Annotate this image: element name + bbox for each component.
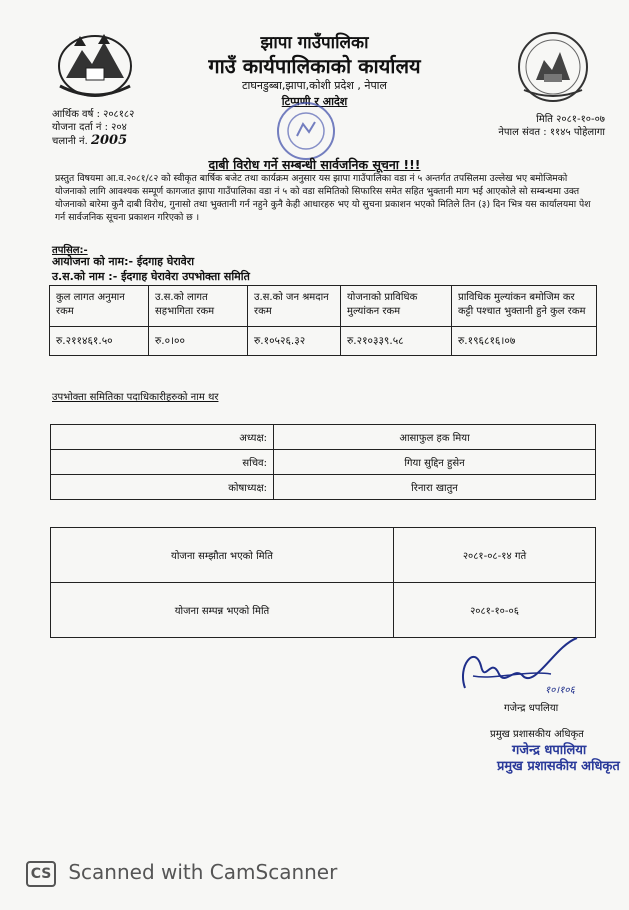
meta-right: [470, 113, 605, 139]
committee-name: उ.स.को नाम :- ईदगाह घेरावेरा उपभोक्ता समिति: [52, 270, 250, 283]
official-role: अध्यक्ष:: [51, 425, 274, 450]
official-row: [51, 475, 596, 500]
officials-table: [50, 424, 596, 500]
date-value: २०८१-१०-०६: [394, 583, 596, 638]
official-row: [51, 425, 596, 450]
cost-value-technical: रु.२१०३३९.५८: [341, 327, 452, 356]
date-row: [51, 528, 596, 583]
cost-value-participation: रु.०।००: [149, 327, 248, 356]
date-value: २०८१-०८-१४ गते: [394, 528, 596, 583]
official-name: आसाफुल हक मिया: [274, 425, 596, 450]
stamp-signatory-name: गजेन्द्र धपालिया: [512, 743, 587, 758]
signatory-designation: प्रमुख प्रशासकीय अधिकृत: [490, 729, 584, 740]
cost-value-payable: रु.१९६८१६।०७: [452, 327, 597, 356]
nepal-sambat-date: नेपाल संवत : ११४५ पोहेलागा: [498, 127, 605, 138]
signatory-name: गजेन्द्र धपलिया: [504, 703, 559, 714]
camscanner-watermark: [26, 860, 337, 887]
municipality-name: झापा गाउँपालिका: [260, 33, 369, 53]
official-name: रिनारा खातुन: [274, 475, 596, 500]
office-address: टाघनडुब्बा,झापा,कोशी प्रदेश , नेपाल: [242, 79, 387, 92]
cost-value-total: रु.२११४६१.५०: [50, 327, 149, 356]
dispatch-label: चलानी नं.: [52, 136, 88, 147]
official-role: सचिव:: [51, 450, 274, 475]
date-row: [51, 583, 596, 638]
cost-header-total: कुल लागत अनुमान रकम: [50, 286, 149, 327]
camscanner-icon: CS: [26, 861, 56, 887]
issue-date: मिति २०८१-१०-०७: [536, 114, 605, 125]
cost-value-labour: रु.१०५२६.३२: [248, 327, 341, 356]
meta-left: [52, 108, 134, 148]
cost-table: [49, 285, 597, 356]
official-role: कोषाध्यक्ष:: [51, 475, 274, 500]
signature-icon: [455, 636, 590, 708]
dispatch-number: [52, 134, 134, 148]
notice-body: प्रस्तुत विषयमा आ.व.२०८१/८२ को स्वीकृत बार्षिक बजेट तथा कार्यक्रम अनुसार यस झापा गाउँपालिका वडा नं ५ अन्तर्गत तपसिलमा उल्लेख भए बमोजिमको योजनाको लागि आवश्यक सम्पूर्ण कागजात झापा गाउँपालिका वडा नं ५ को वडा समितिको सिफारिस समेत सहित भुक्तानी माग भई आएकोले सो सम्बन्धमा उक्त योजनाको बारेमा कुनै दाबी विरोध, गुनासो तथा भुक्तानी गर्न नहुने कुनै केही आधारहरु भए यो सुचना प्रकाशन भएको मितिले तिन (३) दिन भित्र यस कार्यालयमा पेश गर्न सार्वजनिक सूचना प्रकाशन गरिएको छ ।: [55, 173, 591, 223]
dispatch-value: 2005: [90, 133, 128, 148]
dates-table: [50, 527, 596, 638]
cost-header-technical: योजनाको प्राविधिक मुल्यांकन रकम: [341, 286, 452, 327]
signature-date: १०।१०६: [545, 685, 575, 696]
section-heading: टिप्पणी र आदेश: [281, 95, 348, 108]
notice-title: दाबी विरोध गर्ने सम्बन्धी सार्वजनिक सूचना !!!: [208, 157, 421, 172]
date-label: योजना सम्पन्न भएको मिति: [51, 583, 394, 638]
official-name: गिया सुद्दिन हुसेन: [274, 450, 596, 475]
fiscal-year: आर्थिक वर्ष : २०८१८२: [52, 109, 135, 120]
camscanner-text: Scanned with CamScanner: [68, 860, 338, 884]
date-label: योजना सम्झौता भएको मिति: [51, 528, 394, 583]
cost-header-payable: प्राविधिक मुल्यांकन बमोजिम कर कट्टी पश्चात भुक्तानी हुने कुल रकम: [452, 286, 597, 327]
details-heading: तपसिल:-: [52, 245, 88, 256]
cost-header-participation: उ.स.को लागत सहभागिता रकम: [149, 286, 248, 327]
stamp-signatory-designation: प्रमुख प्रशासकीय अधिकृत: [497, 759, 620, 774]
plan-registration-number: योजना दर्ता नं : २०४: [52, 122, 127, 133]
officials-heading: उपभोक्ता समितिका पदाधिकारीहरुको नाम थर: [52, 392, 219, 403]
cost-table-value-row: [50, 327, 597, 356]
plan-name: आयोजना को नाम:- ईदगाह घेरावेरा: [52, 255, 195, 268]
cost-table-header-row: [50, 286, 597, 327]
office-stamp-icon: [275, 100, 337, 162]
office-name: गाउँ कार्यपालिकाको कार्यालय: [208, 54, 421, 78]
official-row: [51, 450, 596, 475]
cost-header-labour: उ.स.को जन श्रमदान रकम: [248, 286, 341, 327]
